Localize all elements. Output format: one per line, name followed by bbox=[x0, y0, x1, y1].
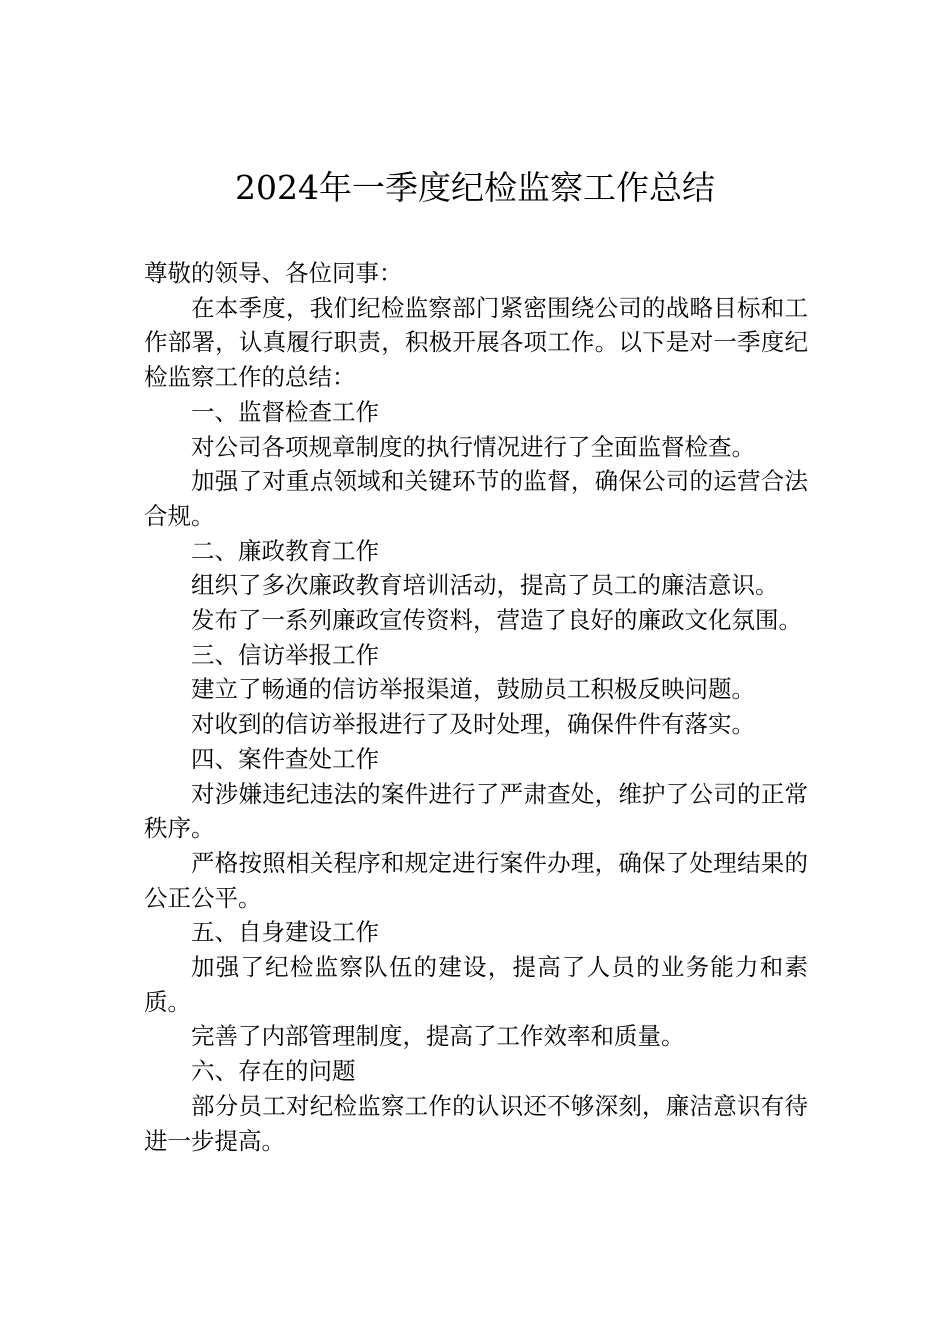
paragraph: 加强了对重点领域和关键环节的监督，确保公司的运营合法合规。 bbox=[144, 467, 808, 530]
salutation: 尊敬的领导、各位同事： bbox=[144, 259, 403, 287]
section-heading-integrity-education: 二、廉政教育工作 bbox=[191, 536, 379, 565]
intro-paragraph: 在本季度，我们纪检监察部门紧密围绕公司的战略目标和工作部署，认真履行职责，积极开展各项工作。以下是对一季度纪检监察工作的总结： bbox=[144, 293, 808, 392]
paragraph: 严格按照相关程序和规定进行案件办理，确保了处理结果的公正公平。 bbox=[144, 848, 808, 912]
section-heading-supervision: 一、监督检查工作 bbox=[191, 397, 379, 426]
section-heading-petitions: 三、信访举报工作 bbox=[191, 640, 379, 669]
document-title: 2024年一季度纪检监察工作总结 bbox=[235, 168, 715, 207]
paragraph: 建立了畅通的信访举报渠道，鼓励员工积极反映问题。 bbox=[191, 675, 755, 704]
section-heading-problems: 六、存在的问题 bbox=[191, 1057, 356, 1086]
document-body bbox=[144, 256, 808, 1158]
paragraph: 发布了一系列廉政宣传资料，营造了良好的廉政文化氛围。 bbox=[191, 606, 802, 635]
paragraph: 组织了多次廉政教育培训活动，提高了员工的廉洁意识。 bbox=[191, 571, 779, 600]
paragraph: 加强了纪检监察队伍的建设，提高了人员的业务能力和素质。 bbox=[144, 953, 808, 1016]
paragraph: 对公司各项规章制度的执行情况进行了全面监督检查。 bbox=[191, 432, 755, 461]
section-heading-case-handling: 四、案件查处工作 bbox=[191, 744, 379, 773]
paragraph: 对涉嫌违纪违法的案件进行了严肃查处，维护了公司的正常秩序。 bbox=[144, 779, 808, 843]
paragraph: 完善了内部管理制度，提高了工作效率和质量。 bbox=[191, 1022, 685, 1051]
paragraph: 对收到的信访举报进行了及时处理，确保件件有落实。 bbox=[191, 710, 755, 739]
section-heading-self-building: 五、自身建设工作 bbox=[191, 918, 379, 947]
paragraph: 部分员工对纪检监察工作的认识还不够深刻，廉洁意识有待进一步提高。 bbox=[144, 1091, 808, 1155]
